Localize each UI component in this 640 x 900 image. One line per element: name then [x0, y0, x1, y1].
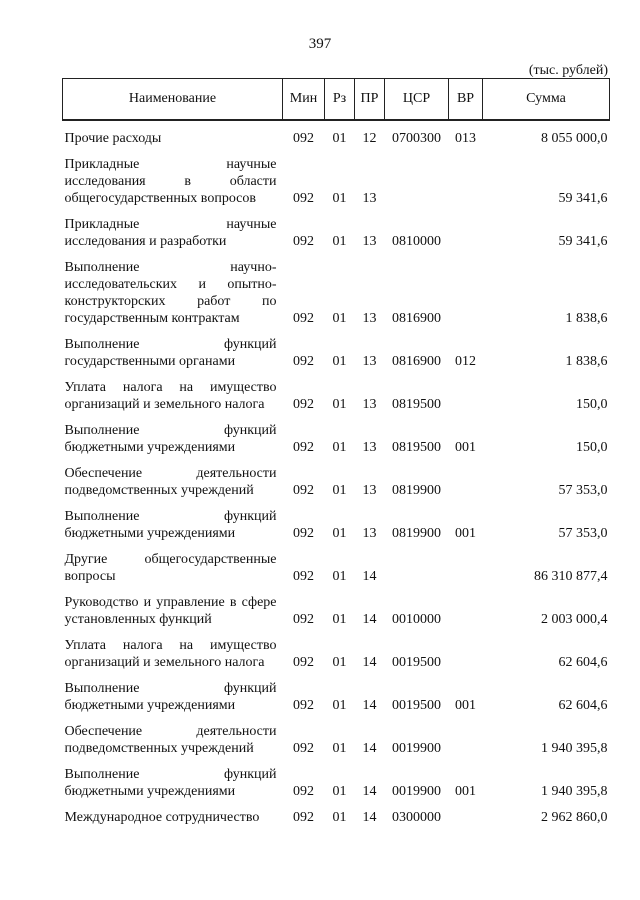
cell-vr: 001: [455, 784, 476, 799]
cell-min: 092: [293, 191, 314, 206]
cell-rz: 01: [332, 397, 347, 412]
cell-vr: [449, 213, 483, 256]
table-row: [63, 333, 610, 376]
cell-rz: 01: [332, 612, 347, 627]
cell-vr: [449, 153, 483, 213]
cell-vr: 012: [455, 354, 476, 369]
cell-pr: 13: [362, 483, 377, 498]
header-min: Мин: [283, 79, 325, 121]
cell-csr: 0019500: [392, 698, 441, 713]
cell-pr: 14: [362, 698, 377, 713]
cell-vr: [449, 462, 483, 505]
cell-vr: 013: [455, 131, 476, 146]
cell-vr: [449, 720, 483, 763]
cell-min: 092: [293, 655, 314, 670]
cell-name: Выполнение функций государственными органами: [64, 337, 277, 369]
cell-pr: 13: [362, 234, 377, 249]
cell-pr: 13: [362, 354, 377, 369]
table-body: [63, 120, 610, 832]
cell-pr: 13: [362, 191, 377, 206]
cell-min: 092: [293, 526, 314, 541]
header-name: Наименование: [63, 79, 283, 121]
header-rz: Рз: [325, 79, 355, 121]
cell-min: 092: [293, 569, 314, 584]
cell-csr: 0816900: [392, 354, 441, 369]
cell-min: 092: [293, 784, 314, 799]
table-row: [63, 419, 610, 462]
cell-sum: 1 940 395,8: [541, 784, 608, 799]
cell-vr: 001: [455, 698, 476, 713]
table-row: [63, 153, 610, 213]
table-row: [63, 763, 610, 806]
table-row: [63, 677, 610, 720]
cell-sum: 62 604,6: [558, 698, 608, 713]
cell-vr: 001: [455, 526, 476, 541]
cell-csr: 0019500: [392, 655, 441, 670]
cell-csr: 0019900: [392, 784, 441, 799]
table-row: [63, 256, 610, 333]
cell-sum: 8 055 000,0: [541, 131, 608, 146]
cell-name: Обеспечение деятельности подведомственных учреждений: [64, 466, 277, 498]
header-csr: ЦСР: [385, 79, 449, 121]
cell-pr: 12: [362, 131, 377, 146]
cell-sum: 2 003 000,4: [541, 612, 608, 627]
cell-vr: 001: [455, 440, 476, 455]
cell-name: Прикладные научные исследования и разработки: [64, 217, 277, 249]
cell-sum: 150,0: [576, 440, 608, 455]
table-row: [63, 376, 610, 419]
cell-min: 092: [293, 612, 314, 627]
cell-rz: 01: [332, 483, 347, 498]
cell-name: Уплата налога на имущество организаций и земельного налога: [64, 638, 277, 670]
cell-rz: 01: [332, 526, 347, 541]
cell-csr: [385, 548, 449, 591]
header-pr: ПР: [355, 79, 385, 121]
cell-rz: 01: [332, 354, 347, 369]
header-sum: Сумма: [483, 79, 610, 121]
cell-rz: 01: [332, 784, 347, 799]
page-number: 397: [308, 36, 332, 52]
cell-vr: [449, 376, 483, 419]
cell-rz: 01: [332, 311, 347, 326]
cell-csr: 0700300: [392, 131, 441, 146]
cell-pr: 14: [362, 810, 377, 825]
cell-sum: 86 310 877,4: [534, 569, 608, 584]
cell-sum: 1 838,6: [565, 311, 608, 326]
cell-rz: 01: [332, 741, 347, 756]
cell-name: Обеспечение деятельности подведомственных учреждений: [64, 724, 277, 756]
cell-min: 092: [293, 440, 314, 455]
cell-sum: 1 838,6: [565, 354, 608, 369]
table-row: [63, 127, 610, 153]
cell-rz: 01: [332, 655, 347, 670]
cell-vr: [449, 591, 483, 634]
cell-min: 092: [293, 131, 314, 146]
table-row: [63, 462, 610, 505]
cell-name: Международное сотрудничество: [64, 810, 260, 825]
cell-rz: 01: [332, 191, 347, 206]
cell-name: Другие общегосударственные вопросы: [64, 552, 277, 584]
budget-table: [62, 78, 610, 832]
cell-sum: 57 353,0: [558, 526, 608, 541]
cell-name: Уплата налога на имущество организаций и земельного налога: [64, 380, 277, 412]
cell-csr: 0816900: [392, 311, 441, 326]
cell-csr: 0819900: [392, 483, 441, 498]
header-vr: ВР: [449, 79, 483, 121]
cell-pr: 14: [362, 655, 377, 670]
cell-name: Прикладные научные исследования в области общегосударственных вопросов: [64, 157, 277, 206]
table-row: [63, 505, 610, 548]
cell-rz: 01: [332, 131, 347, 146]
cell-csr: 0810000: [392, 234, 441, 249]
cell-sum: 57 353,0: [558, 483, 608, 498]
cell-pr: 14: [362, 569, 377, 584]
table-row: [63, 634, 610, 677]
cell-min: 092: [293, 354, 314, 369]
cell-min: 092: [293, 234, 314, 249]
cell-min: 092: [293, 397, 314, 412]
table-row: [63, 806, 610, 832]
cell-min: 092: [293, 741, 314, 756]
cell-sum: 59 341,6: [558, 234, 608, 249]
cell-name: Выполнение функций бюджетными учреждениями: [64, 767, 277, 799]
cell-pr: 13: [362, 440, 377, 455]
cell-pr: 13: [362, 311, 377, 326]
cell-sum: 1 940 395,8: [541, 741, 608, 756]
cell-csr: 0300000: [392, 810, 441, 825]
cell-vr: [449, 634, 483, 677]
cell-pr: 13: [362, 397, 377, 412]
cell-csr: 0019900: [392, 741, 441, 756]
cell-rz: 01: [332, 810, 347, 825]
cell-csr: 0819500: [392, 440, 441, 455]
cell-vr: [449, 548, 483, 591]
cell-rz: 01: [332, 234, 347, 249]
cell-rz: 01: [332, 440, 347, 455]
cell-sum: 2 962 860,0: [541, 810, 608, 825]
cell-min: 092: [293, 698, 314, 713]
cell-csr: [385, 153, 449, 213]
units-label: (тыс. рублей): [528, 63, 608, 78]
cell-name: Выполнение функций бюджетными учреждениями: [64, 509, 277, 541]
cell-csr: 0819500: [392, 397, 441, 412]
table-header: [63, 79, 610, 121]
cell-pr: 14: [362, 784, 377, 799]
cell-sum: 62 604,6: [558, 655, 608, 670]
cell-pr: 14: [362, 612, 377, 627]
cell-vr: [449, 256, 483, 333]
table-row: [63, 548, 610, 591]
cell-name: Выполнение функций бюджетными учреждениями: [64, 681, 277, 713]
cell-csr: 0010000: [392, 612, 441, 627]
table-row: [63, 591, 610, 634]
table-row: [63, 720, 610, 763]
cell-name: Руководство и управление в сфере установленных функций: [64, 595, 277, 627]
cell-csr: 0819900: [392, 526, 441, 541]
cell-min: 092: [293, 311, 314, 326]
cell-pr: 14: [362, 741, 377, 756]
cell-vr: [449, 806, 483, 832]
cell-rz: 01: [332, 569, 347, 584]
cell-rz: 01: [332, 698, 347, 713]
table-row: [63, 213, 610, 256]
cell-pr: 13: [362, 526, 377, 541]
cell-min: 092: [293, 483, 314, 498]
cell-name: Выполнение функций бюджетными учреждениями: [64, 423, 277, 455]
cell-sum: 59 341,6: [558, 191, 608, 206]
cell-sum: 150,0: [576, 397, 608, 412]
cell-min: 092: [293, 810, 314, 825]
cell-name: Выполнение научно-исследовательских и опытно-конструкторских работ по государственным контрактам: [64, 260, 277, 326]
cell-name: Прочие расходы: [64, 131, 162, 146]
